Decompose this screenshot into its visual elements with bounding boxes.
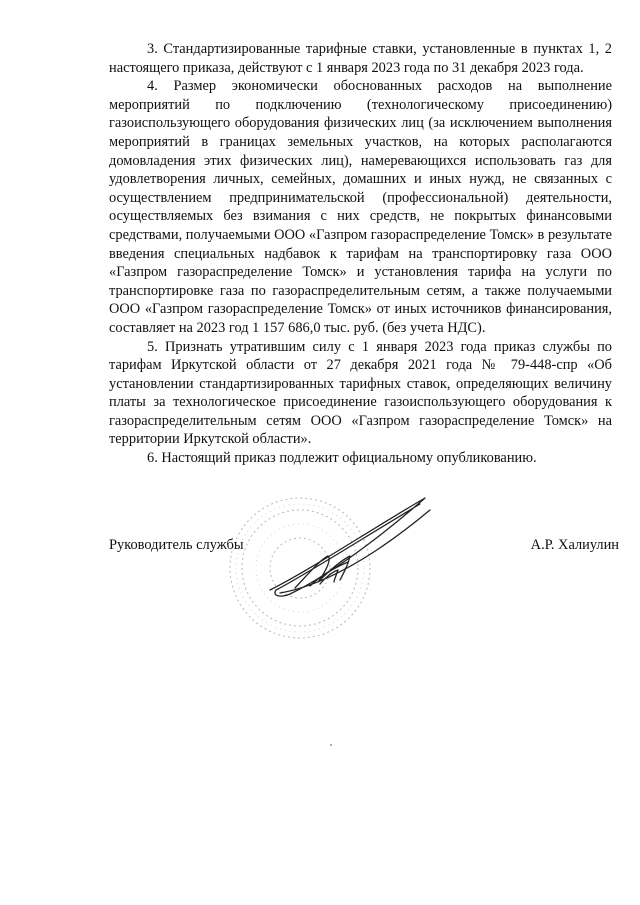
signer-name: А.Р. Халиулин [530,537,619,553]
paragraph-4: 4. Размер экономически обоснованных расходов на выполнение мероприятий по подключению (технологическому присоединению) газоиспользующего оборудования физических лиц (за исключением выполнения мероприятий в границах земельных участков, на которых располагаются домовладения этих физических лиц), намеревающихся использовать газ для удовлетворения личных, семейных, домашних и иных нужд, не связанных с осуществлением предпринимательской (профессиональной) деятельности, осуществляемых без взимания с них средств, не покрытых финансовыми средствами, получаемыми ООО «Газпром газораспределение Томск» в результате введения специальных надбавок к тарифам на транспортировку газа ООО «Газпром газораспределение Томск» и установления тарифа на услуги по транспортировке газа по газораспределительным сетям, а также получаемыми ООО «Газпром газораспределение Томск» от иных источников финансирования, составляет на 2023 год 1 157 686,0 тыс. руб. (без учета НДС). [109,78,612,336]
paragraph-6: 6. Настоящий приказ подлежит официальному опубликованию. [147,450,537,467]
signer-title: Руководитель службы [109,537,244,553]
paragraph-5: 5. Признать утратившим силу с 1 января 2023 года приказ службы по тарифам Иркутской области от 27 декабря 2021 года № 79-448-спр «Об установлении стандартизированных тарифных ставок, определяющих величину платы за технологическое присоединение газоиспользующего оборудования к газораспределительным сетям ООО «Газпром газораспределение Томск» на территории Иркутской области». [109,338,612,448]
handwritten-signature-image [250,490,440,610]
document-body [109,40,612,468]
scan-speck [330,744,332,746]
paragraph-3: 3. Стандартизированные тарифные ставки, установленные в пунктах 1, 2 настоящего приказа, действуют с 1 января 2023 года по 31 декабря 2023 года. [109,41,612,76]
